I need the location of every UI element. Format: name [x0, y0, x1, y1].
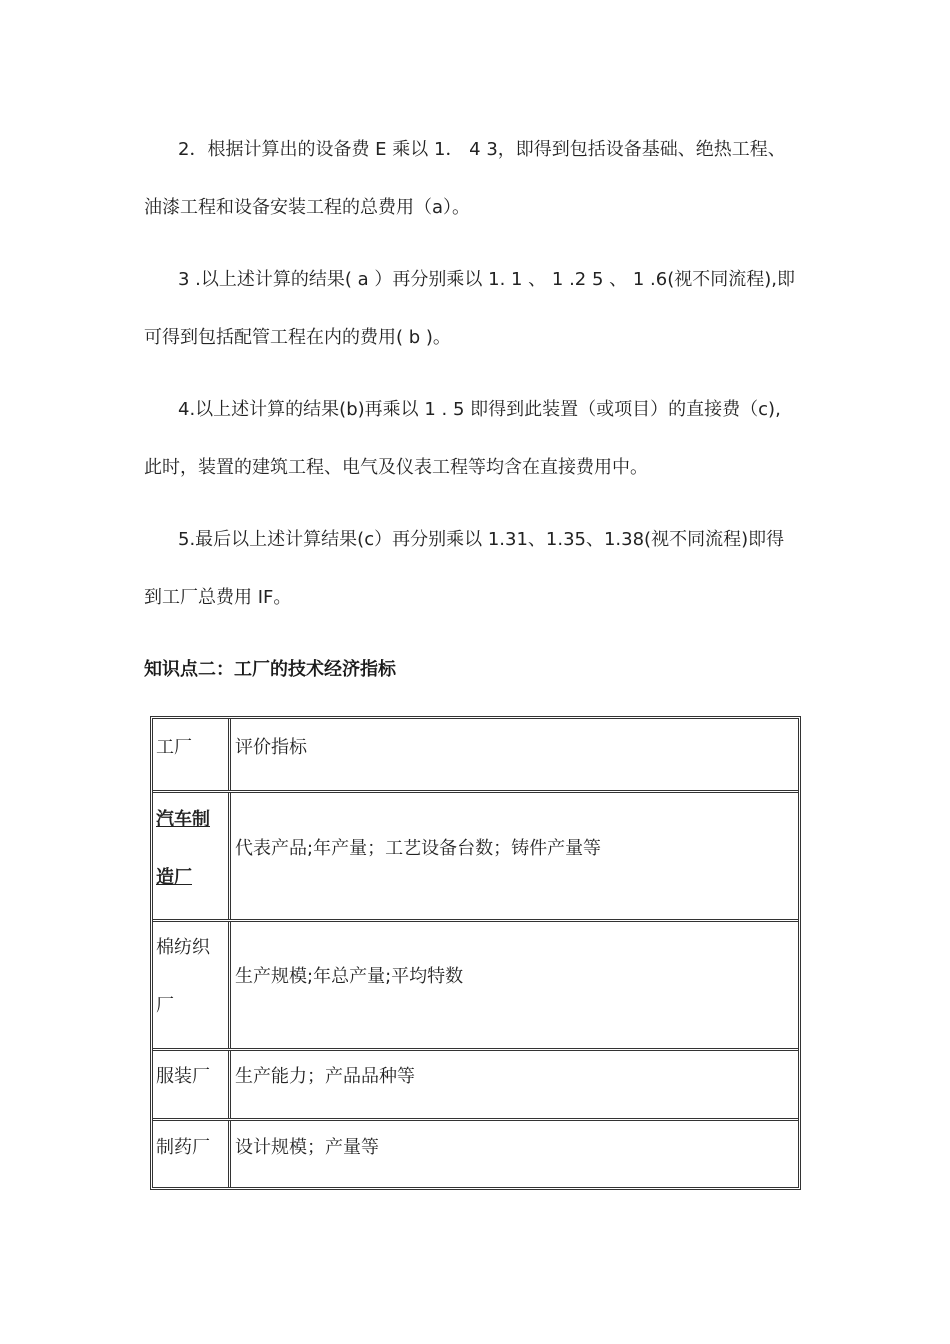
paragraph-5-line-2: 到工厂总费用 IF。 — [144, 587, 292, 608]
indicator-table — [150, 716, 801, 1190]
table-header-row — [153, 719, 798, 790]
section-heading: 知识点二：工厂的技术经济指标 — [144, 659, 396, 680]
table-cell-indicators — [231, 793, 798, 919]
table-cell-factory — [153, 793, 231, 919]
paragraph-3-line-1: 3 .以上述计算的结果( a ）再分别乘以 1. 1 、 1 .2 5 、 1 .6(视不同流程),即 — [178, 269, 795, 290]
indicator-text: 设计规模；产量等 — [235, 1137, 379, 1158]
header-factory-label: 工厂 — [156, 737, 192, 758]
paragraph-4-line-1: 4.以上述计算的结果(b)再乘以 1 . 5 即得到此装置（或项目）的直接费（c), — [178, 399, 781, 420]
table-row — [153, 919, 798, 1048]
table-cell-factory — [153, 1121, 231, 1187]
table-cell-indicators — [231, 1121, 798, 1187]
table-row — [153, 1048, 798, 1118]
factory-name-line-1: 棉纺织 — [156, 937, 210, 958]
table-cell-factory — [153, 922, 231, 1048]
table-row — [153, 1118, 798, 1187]
indicator-text: 代表产品;年产量；工艺设备台数；铸件产量等 — [235, 838, 602, 859]
factory-name-line-2: 厂 — [156, 995, 174, 1016]
header-indicators-label: 评价指标 — [235, 737, 307, 758]
paragraph-5-line-1: 5.最后以上述计算结果(c）再分别乘以 1.31、1.35、1.38(视不同流程)即得 — [178, 529, 785, 550]
indicator-text: 生产规模;年总产量;平均特数 — [235, 966, 464, 987]
indicator-text: 生产能力；产品品种等 — [235, 1066, 415, 1087]
paragraph-3-line-2: 可得到包括配管工程在内的费用( b )。 — [144, 327, 451, 348]
factory-name-line-2: 造厂 — [156, 867, 192, 888]
factory-name-line-1: 制药厂 — [156, 1137, 210, 1158]
factory-name-line-1: 服装厂 — [156, 1066, 210, 1087]
table-cell-factory — [153, 719, 231, 790]
table-row — [153, 790, 798, 919]
table-cell-factory — [153, 1051, 231, 1118]
paragraph-4-line-2: 此时，装置的建筑工程、电气及仪表工程等均含在直接费用中。 — [144, 457, 648, 478]
table-cell-indicators — [231, 719, 798, 790]
table-cell-indicators — [231, 1051, 798, 1118]
paragraph-2-line-1: 2．根据计算出的设备费 E 乘以 1． 4 3，即得到包括设备基础、绝热工程、 — [178, 139, 786, 160]
table-cell-indicators — [231, 922, 798, 1048]
factory-name-line-1: 汽车制 — [156, 809, 210, 830]
paragraph-2-line-2: 油漆工程和设备安装工程的总费用（a）。 — [144, 197, 471, 218]
